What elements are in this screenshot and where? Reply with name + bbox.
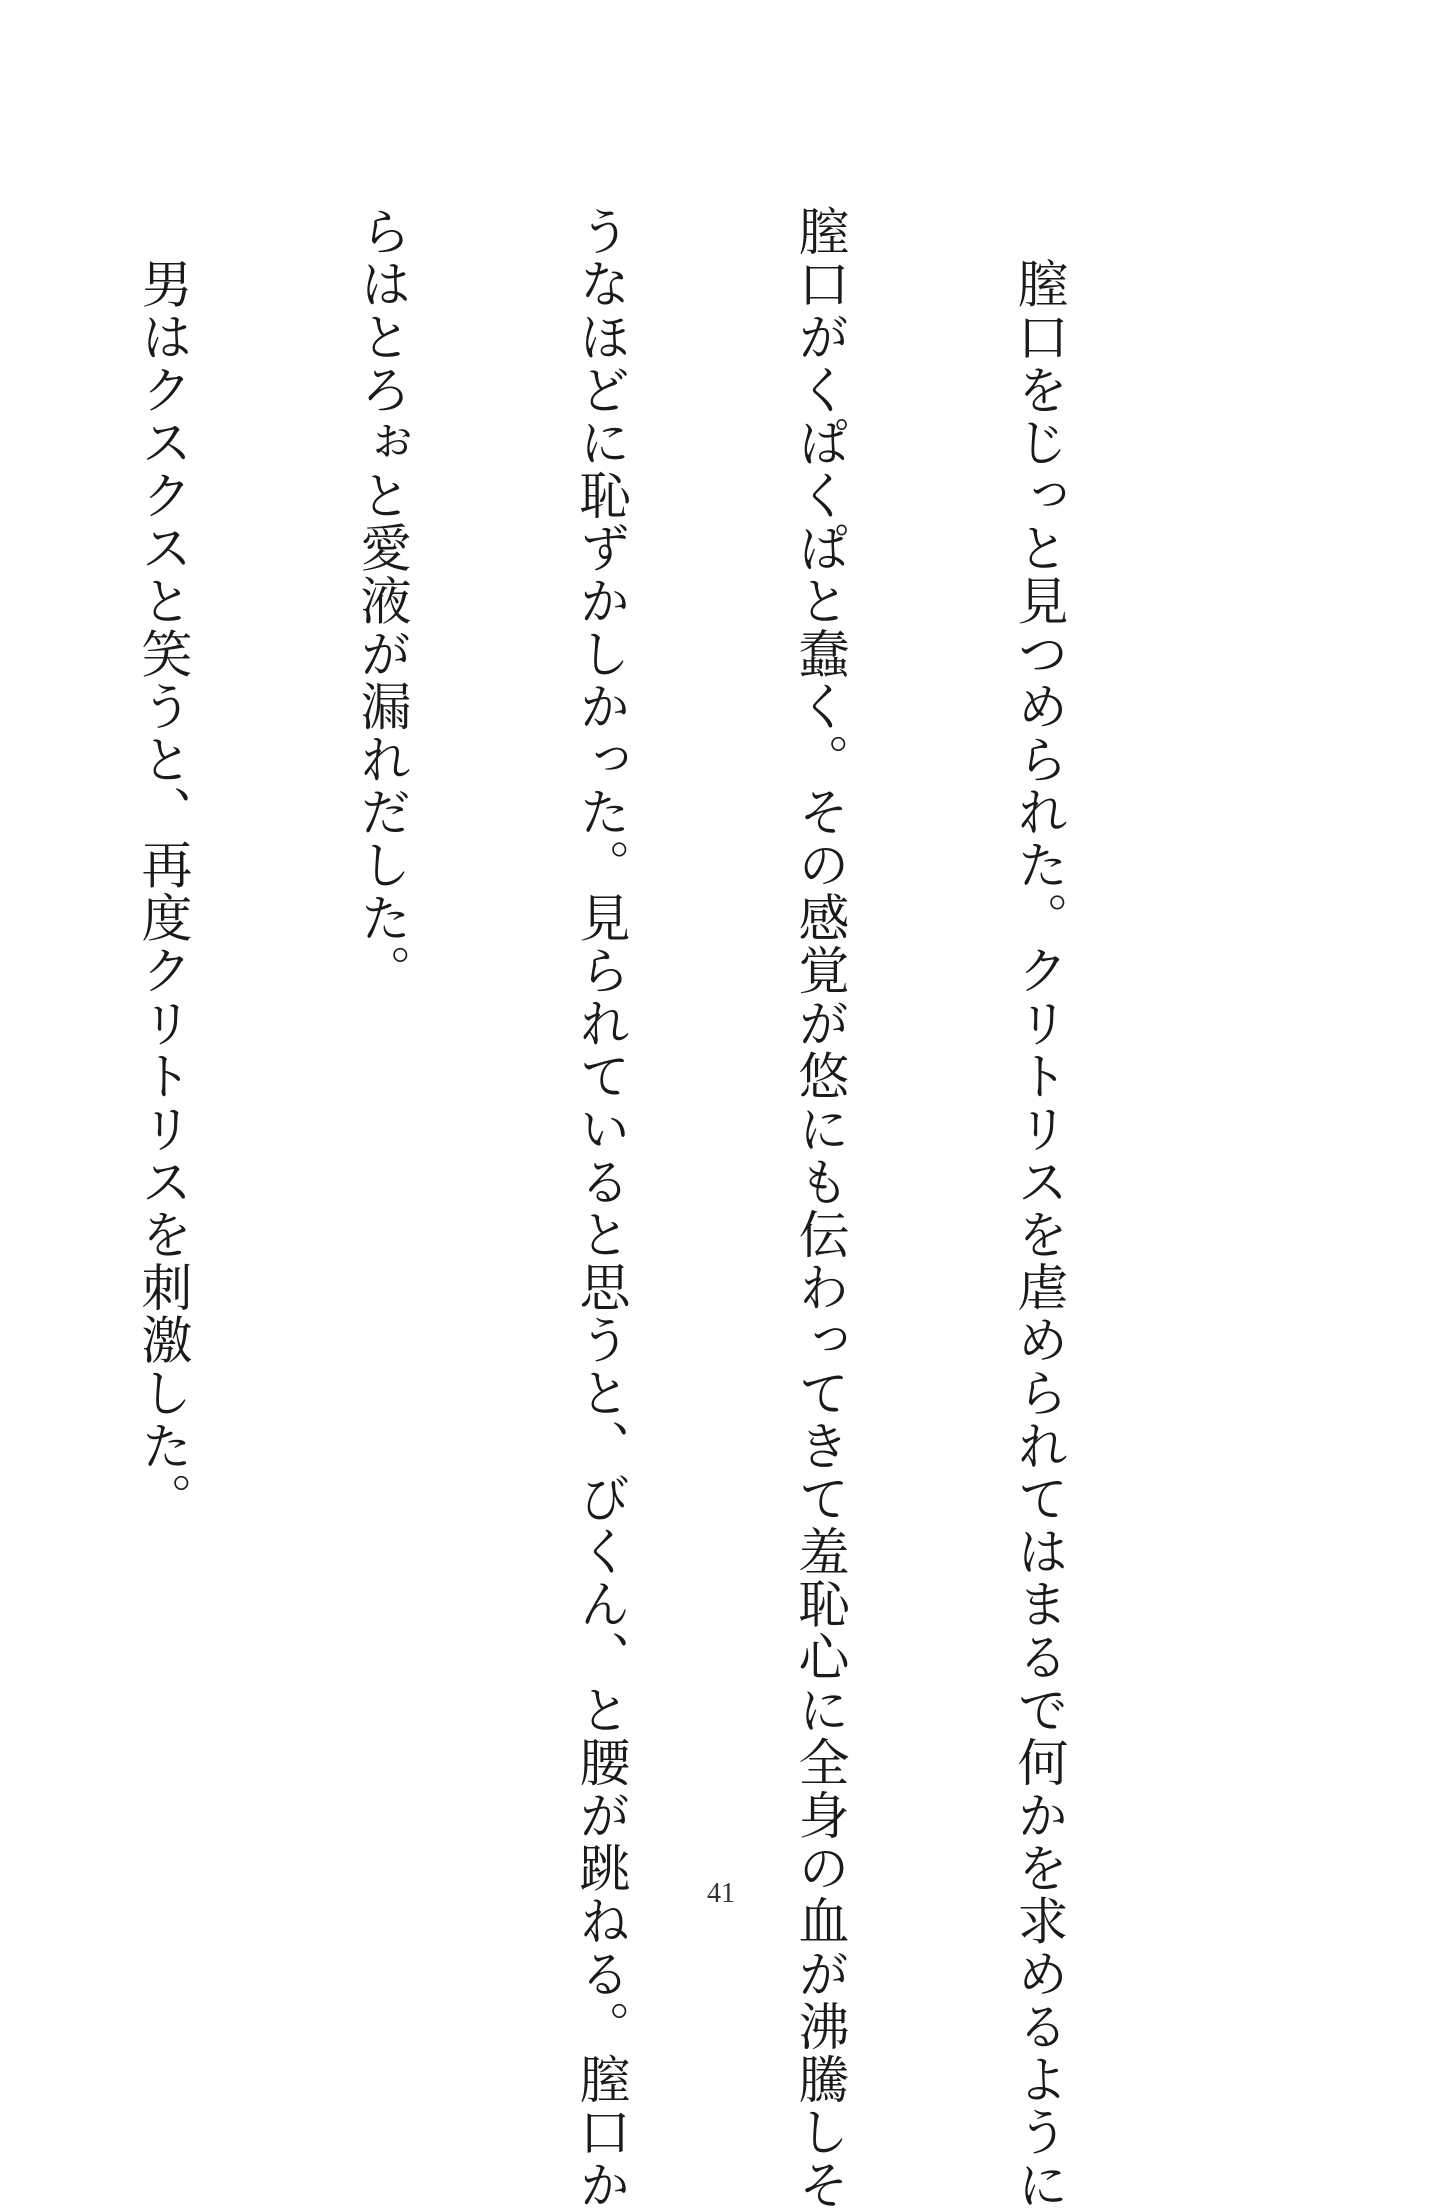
text-line: 膣口をじっと見つめられた。クリトリスを虐められてはまるで何かを求めるように [1008,205,1067,2211]
page-number: 41 [707,1878,735,1909]
text-line: うなほどに恥ずかしかった。見られていると思うと、びくん、と腰が跳ねる。膣口か [570,205,629,2211]
text-line: らはとろぉと愛液が漏れだした。 [351,205,410,997]
text-line: 膣口がくぱくぱと蠢く。その感覚が悠にも伝わってきて羞恥心に全身の血が沸騰しそ [789,205,848,2211]
text-line: 男はクスクスと笑うと、再度クリトリスを刺激した。 [132,205,191,1525]
